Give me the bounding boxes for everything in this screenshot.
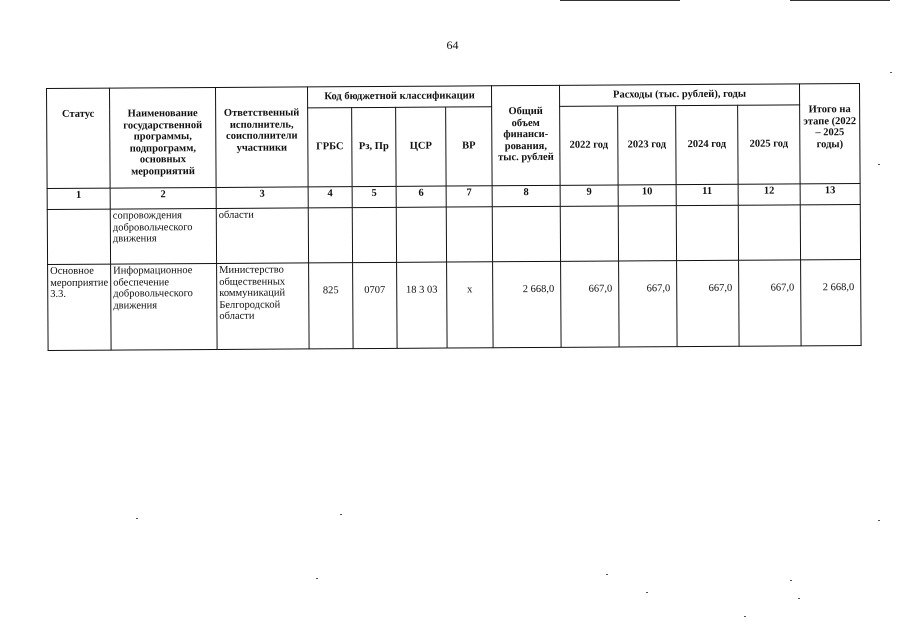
header-executor: Ответственный исполнитель, соисполнители участники (215, 87, 308, 188)
scan-speck (798, 598, 800, 599)
column-number: 2 (110, 187, 216, 209)
cell-rzpr (352, 207, 396, 262)
column-number: 3 (216, 187, 308, 209)
scan-speck (878, 164, 880, 165)
cell-2024: 667,0 (677, 260, 740, 346)
header-total: Общий объем финанси-рования, тыс. рублей (491, 85, 560, 185)
header-grbs: ГРБС (308, 108, 352, 187)
scan-speck (878, 520, 880, 521)
column-number: 13 (800, 184, 860, 205)
table-row (48, 260, 861, 351)
column-number: 12 (738, 184, 800, 205)
scan-speck (790, 580, 792, 581)
scan-edge-line (560, 0, 680, 1)
scan-edge-line (790, 0, 890, 1)
header-expenses: Расходы (тыс. рублей), годы (559, 84, 799, 106)
cell-stage-total (800, 205, 860, 260)
cell-stage-total: 2 668,0 (801, 260, 862, 346)
cell-csr: 18 3 03 (397, 262, 448, 348)
budget-table-wrapper (46, 83, 862, 351)
cell-2022: 667,0 (561, 261, 620, 347)
scan-speck (136, 518, 138, 519)
column-number: 9 (560, 185, 618, 206)
cell-2025 (738, 205, 800, 260)
header-stage-total: Итого на этапе (2022 – 2025 годы) (799, 84, 860, 184)
cell-csr (396, 207, 446, 262)
column-number: 7 (446, 186, 492, 207)
header-2022: 2022 год (560, 106, 618, 185)
header-csr: ЦСР (396, 107, 446, 186)
header-2023: 2023 год (618, 106, 676, 185)
header-2025: 2025 год (738, 105, 800, 184)
cell-2022 (560, 206, 618, 261)
budget-table (46, 83, 862, 351)
cell-2023: 667,0 (619, 261, 678, 347)
cell-total: 2 668,0 (493, 261, 562, 347)
column-number: 1 (47, 188, 110, 209)
header-rzpr: Рз, Пр (352, 107, 396, 186)
cell-2023 (618, 206, 676, 261)
column-number: 4 (308, 187, 352, 208)
cell-rzpr: 0707 (353, 262, 398, 348)
cell-total (492, 206, 560, 261)
column-number: 11 (676, 184, 738, 205)
cell-vr: х (447, 262, 494, 348)
column-number: 6 (396, 186, 446, 207)
header-status: Статус (47, 88, 111, 188)
table-row (47, 205, 860, 265)
cell-vr (446, 207, 492, 262)
header-2024: 2024 год (676, 105, 738, 184)
scan-speck (744, 616, 746, 617)
cell-2024 (676, 205, 738, 260)
cell-grbs: 825 (309, 263, 354, 349)
page-number: 64 (446, 38, 459, 52)
cell-status (47, 209, 110, 264)
column-number: 10 (618, 185, 676, 206)
header-vr: ВР (446, 107, 492, 186)
cell-name: Информационное обеспечение добровольческого движения (111, 263, 218, 350)
cell-grbs (308, 208, 352, 263)
scan-speck (646, 592, 648, 593)
header-budget-code: Код бюджетной классификации (307, 86, 491, 108)
column-number: 5 (352, 186, 396, 207)
column-number: 8 (492, 185, 560, 206)
header-name: Наименование государственной программы, подпрограмм, основных мероприятий (109, 87, 216, 188)
scan-speck (340, 514, 342, 515)
cell-status: Основное мероприятие 3.3. (48, 264, 112, 350)
cell-executor: Министерство общественных коммуникаций Белгородской области (217, 263, 310, 350)
scan-speck (316, 578, 318, 579)
scan-speck (890, 72, 892, 73)
cell-name: сопровождения добровольческого движения (110, 208, 216, 264)
cell-2025: 667,0 (739, 260, 802, 346)
cell-executor: области (216, 208, 308, 264)
scan-speck (606, 574, 608, 575)
